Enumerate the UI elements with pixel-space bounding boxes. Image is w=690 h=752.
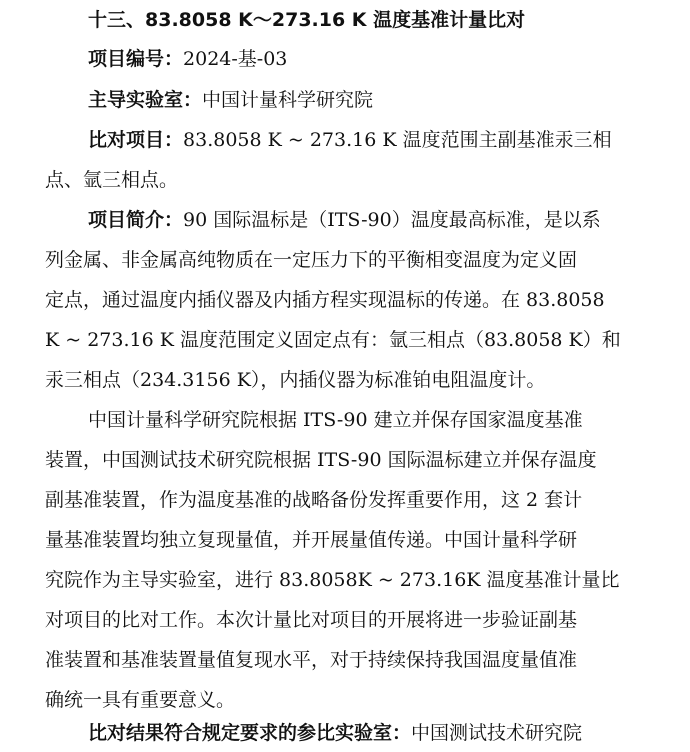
lead-lab-value: 中国计量科学研究院 xyxy=(202,89,374,111)
comparison-item-label: 比对项目： xyxy=(88,129,184,151)
project-number-label: 项目编号： xyxy=(88,48,184,70)
participating-lab-row xyxy=(88,718,582,748)
paragraph2-line-7: 准装置和基准装置量值复现水平，对于持续保持我国温度量值准 xyxy=(45,649,578,671)
paragraph2-line-8: 确统一具有重要意义。 xyxy=(45,689,236,711)
project-number-value: 2024-基-03 xyxy=(183,48,288,70)
paragraph2-line-3: 副基准装置，作为温度基准的战略备份发挥重要作用，这 2 套计 xyxy=(45,489,583,511)
lead-lab-row xyxy=(88,85,373,115)
paragraph2-line-6: 对项目的比对工作。本次计量比对项目的开展将进一步验证副基 xyxy=(45,609,578,631)
section-title: 十三、83.8058 K～273.16 K 温度基准计量比对 xyxy=(88,9,526,31)
project-intro-line-5: 汞三相点（234.3156 K），内插仪器为标准铂电阻温度计。 xyxy=(45,369,546,391)
project-intro-label: 项目简介： xyxy=(88,209,184,231)
paragraph2-line-2: 装置，中国测试技术研究院根据 ITS-90 国际温标建立并保存温度 xyxy=(45,449,597,471)
project-intro-row xyxy=(88,205,601,235)
paragraph2-line-4: 量基准装置均独立复现量值，并开展量值传递。中国计量科学研 xyxy=(45,529,578,551)
participating-lab-value: 中国测试技术研究院 xyxy=(411,722,583,744)
participating-lab-label: 比对结果符合规定要求的参比实验室： xyxy=(88,722,412,744)
project-intro-line-4: K ~ 273.16 K 温度范围定义固定点有：氩三相点（83.8058 K）和 xyxy=(45,329,621,351)
lead-lab-label: 主导实验室： xyxy=(88,89,203,111)
comparison-item-continuation: 点、氩三相点。 xyxy=(45,169,179,191)
project-intro-line-2: 列金属、非金属高纯物质在一定压力下的平衡相变温度为定义固 xyxy=(45,249,578,271)
project-intro-text: 90 国际温标是（ITS-90）温度最高标准，是以系 xyxy=(183,209,601,231)
project-number-row xyxy=(88,44,287,74)
project-intro-line-3: 定点，通过温度内插仪器及内插方程实现温标的传递。在 83.8058 xyxy=(45,289,605,311)
paragraph2-line-1: 中国计量科学研究院根据 ITS-90 建立并保存国家温度基准 xyxy=(88,409,583,431)
paragraph2-line-5: 究院作为主导实验室，进行 83.8058K ~ 273.16K 温度基准计量比 xyxy=(45,569,620,591)
comparison-item-text: 83.8058 K ~ 273.16 K 温度范围主副基准汞三相 xyxy=(183,129,612,151)
comparison-item-row xyxy=(88,125,612,155)
